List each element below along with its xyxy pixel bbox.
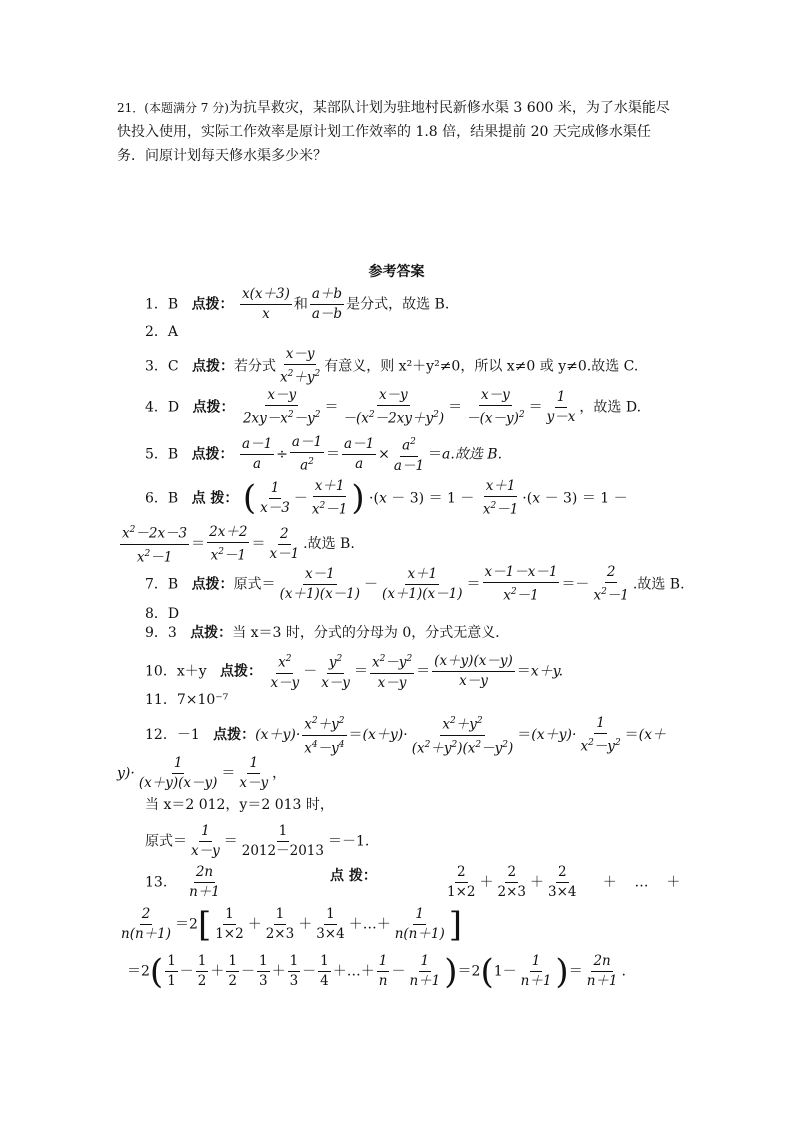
formula: $\frac{2}{2\times 3}$ xyxy=(497,864,526,900)
formula: $\frac{a-1}{a^2}$ xyxy=(291,434,323,474)
formula: $\frac{x(x+3)}{x}$ xyxy=(242,286,290,322)
formula: $\frac{1}{x-y}$ xyxy=(191,823,220,859)
formula: $\frac{1}{2012-2013}$ xyxy=(241,823,324,859)
answer-12-when: 当 x＝2 012，y＝2 013 时， xyxy=(145,797,334,813)
answer-5-tip: 点拨： xyxy=(191,446,234,463)
formula: $\frac{x^2}{x-y}$ xyxy=(268,651,301,692)
formula: $\frac{2}{x-1}$ xyxy=(269,525,300,562)
formula: $\frac{y^2}{x-y}$ xyxy=(319,651,352,692)
formula: $\frac{2x+2}{x^2-1}$ xyxy=(209,523,248,564)
formula: $\frac{1}{1\times 2}$ xyxy=(215,906,244,942)
formula: $\frac{2}{x^2-1}$ xyxy=(593,564,629,604)
question-21-text: 为抗旱救灾，某部队计划为驻地村民新修水渠 3 600 米，为了水渠能尽快投入使用，实际工作效率是原计划工作效率的 1.8 倍，结果提前 20 天完成修水渠任务．问原计划每天修水渠多少米？ xyxy=(117,100,670,164)
answer-3 xyxy=(145,346,638,387)
answer-1-tip: 点拨： xyxy=(191,296,234,313)
formula: $\frac{a+b}{a-b}$ xyxy=(311,286,343,322)
answer-4-number: 4．D xyxy=(145,399,180,416)
answer-12-tip: 点拨： xyxy=(213,727,256,743)
answer-10: 10．x＋y 点拨： $\frac{x^2}{x-y}$ － $\frac{y^2}{x-y}$ ＝ $\frac{x^2-y^2}{x-y}$ ＝ $\frac{(x+y)(x-y)}{x-y}$ ＝x＋y. xyxy=(145,652,564,691)
answer-6-tip: 点 拨： xyxy=(191,490,239,507)
answer-8: 8．D xyxy=(145,606,180,622)
formula: $\frac{a-1}{a}$ xyxy=(242,435,273,472)
formula: $\frac{x-y}{-(x-y)^2}$ xyxy=(466,387,525,427)
answer-4-tip: 点拨： xyxy=(192,399,235,416)
answer-3-tip: 点拨： xyxy=(191,358,234,375)
formula: $\frac{a-1}{a}$ xyxy=(344,435,375,472)
answer-12-res: ＝－1. xyxy=(327,833,370,850)
answer-6-line1: 6．B 点 拨： ( $\frac{1}{x-3}$ － $\frac{x+1}{x^2-1}$ ) ·(x － 3) ＝ 1 － $\frac{x+1}{x^2-1}$ ·(x － 3) ＝ 1 － xyxy=(145,478,628,519)
answer-13-tip: 点 拨： xyxy=(330,868,377,884)
formula: $\frac{2}{1\times 2}$ xyxy=(447,864,476,900)
answer-7-text: .故选 B. xyxy=(632,576,685,593)
formula: $\frac{1}{x-y}$ xyxy=(239,755,269,791)
answer-4-text: ，故选 D. xyxy=(579,399,642,416)
answer-12-orig: 原式＝ xyxy=(145,833,187,850)
answer-2: 2．A xyxy=(145,324,179,340)
answer-3-number: 3．C xyxy=(145,358,179,375)
answer-6-line2: $\frac{x^2-2x-3}{x^2-1}$ ＝ $\frac{2x+2}{x^2-1}$ ＝ $\frac{2}{x-1}$ .故选 B. xyxy=(122,523,355,565)
answer-13-tip-row xyxy=(330,864,377,888)
answer-3-text: 有意义，则 x²＋y²≠0，所以 x≠0 或 y≠0.故选 C. xyxy=(324,358,639,375)
formula: $\frac{(x+y)(x-y)}{x-y}$ xyxy=(434,652,513,689)
answer-9-tip: 点拨： xyxy=(190,625,233,641)
formula: $\frac{a^2}{a-1}$ xyxy=(392,434,426,475)
answer-13-line3: ＝2( $\frac{1}{1}$ － $\frac{1}{2}$ ＋ $\frac{1}{2}$ － $\frac{1}{3}$ ＋ $\frac{1}{3}$ － $\frac{1}{4}$ ＋…＋ $\frac{1}{n}$ － $\frac{1}{n+1}$ )＝2(1－ $\frac{1}{n+1}$ )＝ $\frac{2n}{n+1}$ . xyxy=(127,951,626,992)
question-21 xyxy=(117,96,677,168)
formula: $\frac{x^2+y^2}{x^4-y^4}$ xyxy=(302,713,346,757)
answer-1: 1．B 点拨： $\frac{x(x+3)}{x}$ 和 $\frac{a+b}{a-b}$ 是分式，故选 B. xyxy=(145,286,450,322)
formula: $\frac{x^2+y^2}{(x^2+y^2)(x^2-y^2)}$ xyxy=(410,713,516,757)
answer-4: 4．D 点拨： $\frac{x-y}{2xy-x^2-y^2}$ ＝ $\frac{x-y}{-(x^2-2xy+y^2)}$ ＝ $\frac{x-y}{-(x-y)^2}$ ＝ $\frac{1}{y-x}$ ，故选 D. xyxy=(145,387,642,427)
formula: $\frac{2}{n(n+1)}$ xyxy=(121,906,172,942)
formula: $\frac{1}{x^2-y^2}$ xyxy=(580,714,621,755)
formula: $\frac{1}{x-3}$ xyxy=(260,479,290,516)
answer-7-number: 7．B xyxy=(145,576,179,593)
formula: $\frac{x-1}{(x+1)(x-1)}$ xyxy=(279,565,361,602)
formula: $\frac{x-1-x-1}{x^2-1}$ xyxy=(484,564,558,604)
answer-9-text: 当 x＝3 时，分式的分母为 0，分式无意义． xyxy=(232,625,510,641)
question-21-label: 21．(本题满分 7 分) xyxy=(117,101,229,115)
answer-5-text: a.故选 B. xyxy=(442,446,503,463)
answer-12-number: 12．－1 xyxy=(145,727,200,743)
answer-7: 7．B 点拨：原式＝ $\frac{x-1}{(x+1)(x-1)}$ － $\frac{x+1}{(x+1)(x-1)}$ ＝ $\frac{x-1-x-1}{x^2-1}$ ＝－ $\frac{2}{x^2-1}$ .故选 B. xyxy=(145,564,685,604)
formula: $\frac{x+1}{x^2-1}$ xyxy=(311,478,348,518)
formula: $\frac{x-y}{x^2+y^2}$ xyxy=(279,346,321,386)
formula: $\frac{1}{(x+y)(x-y)}$ xyxy=(138,755,218,791)
answer-3-pre: 若分式 xyxy=(233,358,276,375)
answer-7-tip: 点拨： xyxy=(191,576,234,593)
formula: $\frac{1}{3\times 4}$ xyxy=(316,906,345,942)
formula: $\frac{1}{n(n+1)}$ xyxy=(394,906,445,942)
formula: $\frac{x-y}{-(x^2-2xy+y^2)}$ xyxy=(342,387,445,427)
formula: $\frac{x+1}{x^2-1}$ xyxy=(482,478,519,518)
formula: $\frac{2n}{n+1}$ xyxy=(189,864,220,900)
answer-12-line2: y)· $\frac{1}{(x+y)(x-y)}$ ＝ $\frac{1}{x-y}$ ， xyxy=(117,755,287,791)
formula: $\frac{x-y}{2xy-x^2-y^2}$ xyxy=(242,387,321,427)
answer-12-line1: 12．－1 点拨：(x＋y)· $\frac{x^2+y^2}{x^4-y^4}$ ＝(x＋y)· $\frac{x^2+y^2}{(x^2+y^2)(x^2-y^2)}$ ＝(x＋y)· $\frac{1}{x^2-y^2}$ ＝(x＋ xyxy=(145,714,667,756)
answer-1-number: 1．B xyxy=(145,296,179,313)
answer-5-number: 5．B xyxy=(145,446,179,463)
formula: $\frac{1}{2\times 3}$ xyxy=(265,906,295,942)
formula: $\frac{x^2-2x-3}{x^2-1}$ xyxy=(120,522,189,566)
answer-6-number: 6．B xyxy=(145,490,179,507)
formula: $\frac{x+1}{(x+1)(x-1)}$ xyxy=(382,565,463,602)
answer-9-number: 9．3 xyxy=(145,625,177,641)
formula: $\frac{x^2-y^2}{x-y}$ xyxy=(370,651,414,692)
answer-12-result: 原式＝ $\frac{1}{x-y}$ ＝ $\frac{1}{2012-2013}$ ＝－1. xyxy=(145,823,370,859)
answer-1-text: 是分式，故选 B. xyxy=(346,296,450,313)
answer-10-number: 10．x＋y xyxy=(145,663,207,680)
answer-13-line2: $\frac{2}{n(n+1)}$ ＝2[ $\frac{1}{1\times 2}$ ＋ $\frac{1}{2\times 3}$ ＋ $\frac{1}{3\times 4}$ ＋…＋ $\frac{1}{n(n+1)}$ ] xyxy=(121,904,462,945)
answer-11: 11．7×10⁻⁷ xyxy=(145,692,229,708)
answer-10-tip: 点拨： xyxy=(219,663,262,680)
answer-13-line1 xyxy=(145,864,224,901)
answer-7-pre: 原式＝ xyxy=(233,576,276,593)
answer-6-text: .故选 B. xyxy=(303,536,355,552)
answers-heading: 参考答案 xyxy=(368,264,425,280)
answer-13-number: 13. xyxy=(145,874,168,891)
formula: $\frac{1}{y-x}$ xyxy=(546,388,576,425)
answer-9 xyxy=(145,621,509,645)
answer-5: 5．B 点拨： $\frac{a-1}{a}$ ÷ $\frac{a-1}{a^2}$ ＝ $\frac{a-1}{a}$ × $\frac{a^2}{a-1}$ ＝a.故选 B. xyxy=(145,434,503,474)
answer-13-series: $\frac{2}{1\times 2}$ ＋ $\frac{2}{2\times 3}$ ＋ $\frac{2}{3\times 4}$ ＋ … ＋ xyxy=(447,864,681,900)
formula: $\frac{2}{3\times 4}$ xyxy=(548,864,577,900)
